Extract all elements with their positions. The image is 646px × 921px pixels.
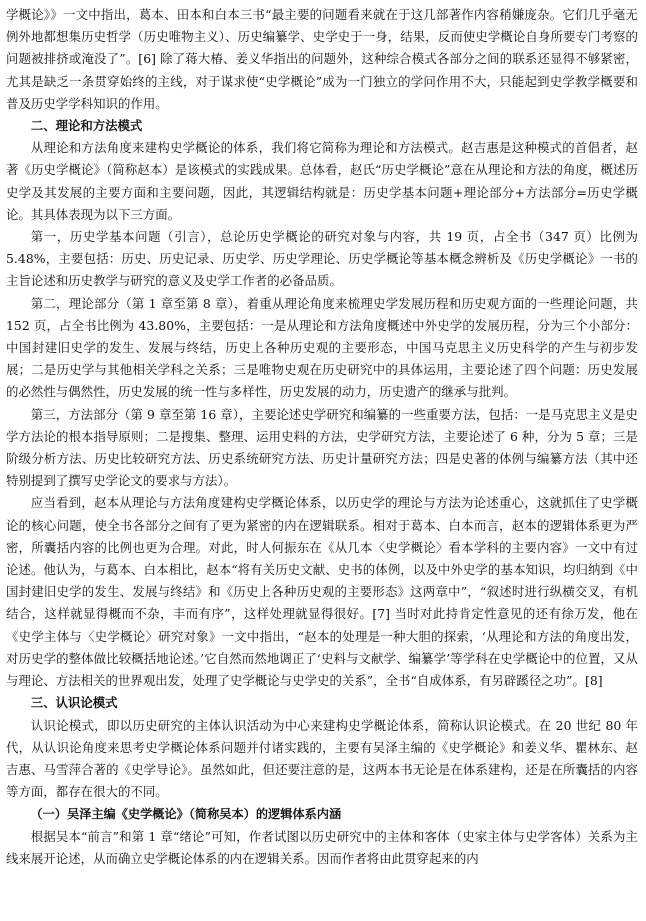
paragraph-theory-method-overview: 从理论和方法角度来建构史学概论的体系，我们将它简称为理论和方法模式。赵吉惠是这种模式的首倡者，赵著《历史学概论》（简称赵本）是该模式的实践成果。总体看，赵氏“历史学概论”意在从理论和方法的角度，概述历史学及其发展的主要方面和主要问题，因此，其逻辑结构就是：历史学基本问题+理论部分+方法部分=历史学概论。其具体表现为以下三方面。	[6, 140, 638, 222]
paragraph-epistemology-overview: 认识论模式，即以历史研究的主体认识活动为中心来建构史学概论体系，简称认识论模式。在 20 世纪 80 年代，从认识论角度来思考史学概论体系问题并付诸实践的，主要有吴泽主编的《史学概论》和姜义华、瞿林东、赵吉惠、马雪萍合著的《史学导论》。虽然如此，但还要注意的是，这两本书无论是在体系建构，还是在所囊括的内容等方面，都存在很大的不同。	[6, 717, 638, 800]
paragraph-third-method-part: 第三，方法部分（第 9 章至第 16 章），主要论述史学研究和编纂的一些重要方法，包括：一是马克思主义是史学方法论的根本指导原则；二是搜集、整理、运用史料的方法，史学研究方法，主要论述了 6 种，分为 5 章；三是阶级分析方法、历史比较研究方法、历史系统研究方法、历史计量研究方法；四是史著的体例与编纂方法（其中还特别提到了撰写史学论文的要求与方法）。	[6, 406, 638, 489]
paragraph-second-theory-part: 第二，理论部分（第 1 章至第 8 章），着重从理论角度来梳理史学发展历程和历史观方面的一些理论问题，共 152 页，占全书比例为 43.80%，主要包括：一是从理论和方法角度概述中外史学的发展历程，分为三个小部分：中国封建旧史学的发生、发展与终结，历史上各种历史观的主要形态，中国马克思主义历史科学的产生与初步发展；二是历史学与其他相关学科之关系；三是唯物史观在历史研究中的具体运用，主要论述了四个问题：历史发展的必然性与偶然性，历史发展的统一性与多样性，历史发展的动力，历史遗产的继承与批判。	[6, 295, 638, 400]
section-heading-epistemology: 三、认识论模式	[30, 695, 118, 711]
paragraph-intro-continued: 学概论》》一文中指出，葛本、田本和白本三书“最主要的问题看来就在于这几部著作内容稍嫌庞杂。它们几乎毫无例外地都想集历史哲学（历史唯物主义）、历史编纂学、史学史于一身，结果，反而使史学概论自身所要专门考察的问题被排挤或淹没了”。[6] 除了蒋大椿、姜义华指出的问题外，这种综合模式各部分之间的联系还显得不够紧密，尤其是缺乏一条贯穿始终的主线，对于谋求使“史学概论”成为一门独立的学问作用不大，只能起到史学教学概要和普及历史学学科知识的作用。	[6, 7, 638, 111]
subsection-heading-wu-ze: （一）吴泽主编《史学概论》（简称吴本）的逻辑体系内涵	[30, 807, 342, 822]
paragraph-evaluation: 应当看到，赵本从理论与方法角度建构史学概论体系，以历史学的理论与方法为论述重心，这就抓住了史学概论的核心问题，使全书各部分之间有了更为紧密的内在逻辑联系。相对于葛本、白本而言，赵本的逻辑体系更为严密，所囊括内容的比例也更为合理。对此，时人何振东在《从几本〈史学概论〉看本学科的主要内容》一文中有过论述。他认为，与葛本、白本相比，赵本“将有关历史文献、史书的体例，以及中外史学的基本知识，均归纳到《中国封建旧史学的发生、发展与终结》和《历史上各种历史观的主要形态》这两章中”，“叙述时进行纵横交叉，有机结合，这样就显得概而不杂，丰而有序”，这样处理就显得很好。[7] 当时对此持肯定性意见的还有徐万发，他在《史学主体与〈史学概论〉研究对象》一文中指出，“赵本的处理是一种大胆的探索，‘从理论和方法的角度出发，对历史学的整体做比较概括地论述。’它自然而然地调正了‘史料与文献学、编纂学’等学科在史学概论中的位置，又从与理论、方法相关的世界观出发，处理了史学概论与史学史的关系”，全书“自成体系，有另辟蹊径之功”。[8]	[6, 495, 638, 689]
paragraph-wu-ze-intro: 根据吴本“前言”和第 1 章“绪论”可知，作者试图以历史研究中的主体和客体（史家主体与史学客体）关系为主线来展开论述，从而确立史学概论体系的内在逻辑关系。因而作者将由此贯穿起来的内	[6, 828, 638, 866]
section-heading-theory-method: 二、理论和方法模式	[30, 118, 143, 134]
paragraph-first-basic-issues: 第一，历史学基本问题（引言），总论历史学概论的研究对象与内容，共 19 页，占全书（347 页）比例为 5.48%，主要包括：历史、历史记录、历史学、历史学理论、历史学概论等基本概念辨析及《历史学概论》一书的主旨论述和历史教学与研究的意义及史学工作者的必备品质。	[6, 229, 638, 289]
